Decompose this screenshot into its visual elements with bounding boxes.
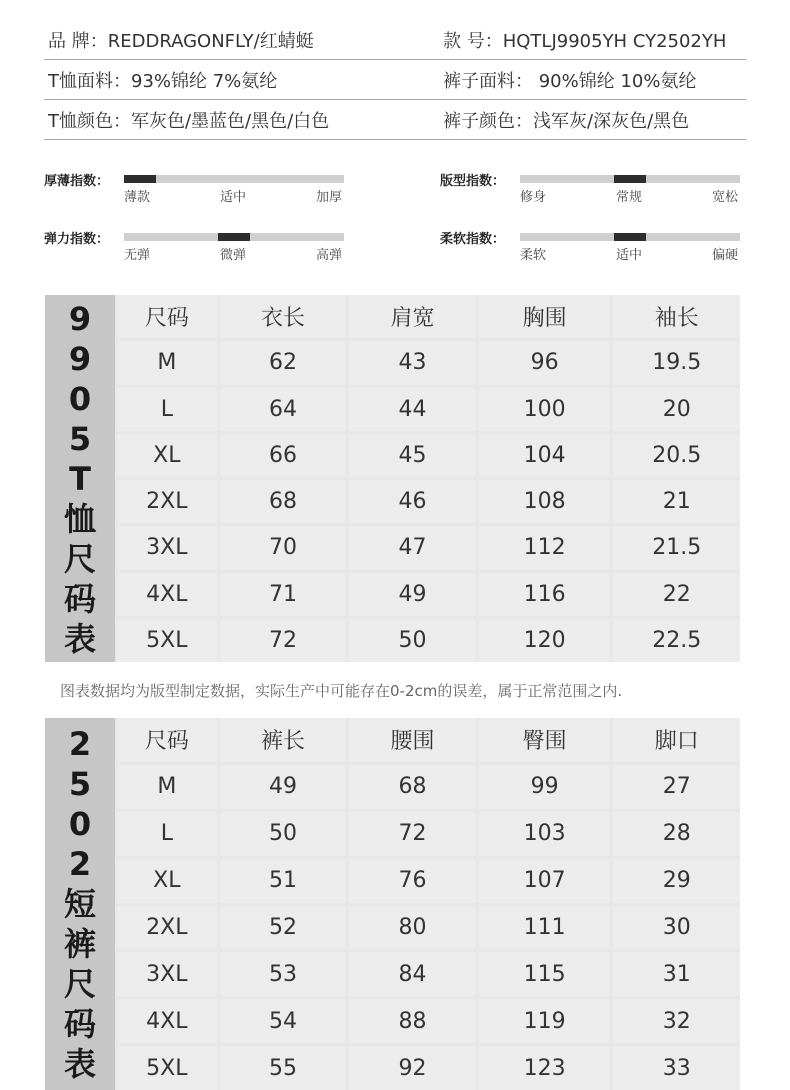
measurement-cell: 46	[349, 480, 476, 523]
measurement-cell: 103	[479, 812, 611, 856]
indicator-label: 修身	[520, 190, 547, 205]
indicator-label: 偏硬	[712, 248, 739, 263]
measurement-cell: 68	[349, 765, 476, 809]
measurement-cell: 45	[349, 434, 476, 477]
brand-text: 品 牌：REDDRAGONFLY/红蜻蜓	[48, 30, 314, 52]
measurement-cell: 108	[479, 480, 611, 523]
measurement-cell: 80	[349, 906, 476, 950]
indicator-label: 微弹	[220, 248, 247, 263]
measurement-cell: 32	[613, 999, 740, 1043]
thickness-indicator	[44, 170, 349, 210]
measurement-cell: 20	[613, 388, 740, 431]
style-number-text: 款 号：HQTLJ9905YH CY2502YH	[443, 30, 727, 52]
measurement-cell: 50	[349, 619, 476, 662]
elasticity-indicator	[44, 228, 349, 268]
indicator-label: 常规	[616, 190, 643, 205]
measurement-cell: 99	[479, 765, 611, 809]
measurement-cell: 120	[479, 619, 611, 662]
measurement-cell: 31	[613, 952, 740, 996]
measurement-cell: 96	[479, 341, 611, 384]
measurement-cell: 54	[220, 999, 347, 1043]
size-cell: M	[117, 341, 217, 384]
shorts-fabric-text: 裤子面料： 90%锦纶 10%氨纶	[443, 70, 697, 92]
info-row	[44, 20, 746, 60]
indicator-label: 无弹	[124, 248, 151, 263]
measurement-cell: 76	[349, 859, 476, 903]
info-row	[44, 100, 746, 140]
table-side-title	[45, 718, 115, 1090]
size-cell: 4XL	[117, 573, 217, 616]
column-header: 尺码	[117, 718, 217, 762]
measurement-cell: 47	[349, 526, 476, 569]
size-cell: M	[117, 765, 217, 809]
measurement-cell: 115	[479, 952, 611, 996]
column-header: 腰围	[349, 718, 476, 762]
indicator-label: 宽松	[712, 190, 739, 205]
size-cell: 2XL	[117, 906, 217, 950]
measurement-cell: 22.5	[613, 619, 740, 662]
size-cell: L	[117, 388, 217, 431]
indicator-marker	[614, 233, 646, 241]
measurement-cell: 44	[349, 388, 476, 431]
measurement-cell: 92	[349, 1046, 476, 1090]
indicator-title: 柔软指数：	[440, 232, 506, 247]
measurement-cell: 116	[479, 573, 611, 616]
table-side-title	[45, 295, 115, 662]
indicator-label: 薄款	[124, 190, 151, 205]
indicator-marker	[124, 175, 156, 183]
measurement-cell: 28	[613, 812, 740, 856]
measurement-cell: 21.5	[613, 526, 740, 569]
indicator-track	[124, 233, 344, 241]
indicator-title: 版型指数：	[440, 174, 506, 189]
indicator-title: 厚薄指数：	[44, 174, 110, 189]
softness-indicator	[440, 228, 745, 268]
measurement-cell: 123	[479, 1046, 611, 1090]
size-cell: 2XL	[117, 480, 217, 523]
measurement-cell: 55	[220, 1046, 347, 1090]
indicator-track	[520, 175, 740, 183]
size-cell: 4XL	[117, 999, 217, 1043]
tshirt-color-text: T恤颜色：军灰色/墨蓝色/黑色/白色	[48, 110, 330, 132]
measurement-cell: 88	[349, 999, 476, 1043]
measurement-cell: 64	[220, 388, 347, 431]
indicator-title: 弹力指数：	[44, 232, 110, 247]
measurement-cell: 27	[613, 765, 740, 809]
size-cell: 3XL	[117, 952, 217, 996]
column-header: 胸围	[479, 295, 611, 338]
table-grid	[117, 718, 740, 1090]
size-cell: 5XL	[117, 1046, 217, 1090]
measurement-cell: 43	[349, 341, 476, 384]
measurement-cell: 62	[220, 341, 347, 384]
measurement-cell: 33	[613, 1046, 740, 1090]
tshirt-size-table	[45, 295, 740, 662]
size-cell: L	[117, 812, 217, 856]
measurement-cell: 84	[349, 952, 476, 996]
measurement-cell: 107	[479, 859, 611, 903]
shorts-size-table	[45, 718, 740, 1090]
indicator-label: 适中	[616, 248, 643, 263]
indicator-label: 适中	[220, 190, 247, 205]
measurement-cell: 70	[220, 526, 347, 569]
measurement-cell: 66	[220, 434, 347, 477]
measurement-cell: 68	[220, 480, 347, 523]
measurement-cell: 100	[479, 388, 611, 431]
measurement-cell: 50	[220, 812, 347, 856]
column-header: 尺码	[117, 295, 217, 338]
measurement-cell: 112	[479, 526, 611, 569]
fit-indicator	[440, 170, 745, 210]
column-header: 臀围	[479, 718, 611, 762]
measurement-note: 图表数据均为版型制定数据，实际生产中可能存在0-2cm的误差，属于正常范围之内.	[60, 682, 623, 700]
measurement-cell: 20.5	[613, 434, 740, 477]
info-row	[44, 60, 746, 100]
size-cell: 5XL	[117, 619, 217, 662]
size-cell: XL	[117, 434, 217, 477]
column-header: 裤长	[220, 718, 347, 762]
shorts-table-title: 2502短裤尺码表	[63, 725, 96, 1083]
column-header: 袖长	[613, 295, 740, 338]
measurement-cell: 21	[613, 480, 740, 523]
size-cell: 3XL	[117, 526, 217, 569]
indicator-marker	[218, 233, 250, 241]
measurement-cell: 71	[220, 573, 347, 616]
measurement-cell: 49	[349, 573, 476, 616]
measurement-cell: 52	[220, 906, 347, 950]
product-info	[44, 20, 746, 140]
measurement-cell: 29	[613, 859, 740, 903]
measurement-cell: 51	[220, 859, 347, 903]
indicator-label: 柔软	[520, 248, 547, 263]
measurement-cell: 53	[220, 952, 347, 996]
measurement-cell: 22	[613, 573, 740, 616]
indicator-track	[124, 175, 344, 183]
column-header: 脚口	[613, 718, 740, 762]
measurement-cell: 104	[479, 434, 611, 477]
column-header: 衣长	[220, 295, 347, 338]
measurement-cell: 111	[479, 906, 611, 950]
measurement-cell: 72	[349, 812, 476, 856]
measurement-cell: 19.5	[613, 341, 740, 384]
shorts-color-text: 裤子颜色：浅军灰/深灰色/黑色	[443, 110, 690, 132]
tshirt-fabric-text: T恤面料：93%锦纶 7%氨纶	[48, 70, 278, 92]
measurement-cell: 119	[479, 999, 611, 1043]
indicator-marker	[614, 175, 646, 183]
tshirt-table-title: 9905T恤尺码表	[63, 299, 96, 658]
measurement-cell: 72	[220, 619, 347, 662]
table-grid	[117, 295, 740, 662]
column-header: 肩宽	[349, 295, 476, 338]
measurement-cell: 49	[220, 765, 347, 809]
measurement-cell: 30	[613, 906, 740, 950]
indicator-track	[520, 233, 740, 241]
size-cell: XL	[117, 859, 217, 903]
indicator-label: 高弹	[316, 248, 343, 263]
indicator-label: 加厚	[316, 190, 343, 205]
